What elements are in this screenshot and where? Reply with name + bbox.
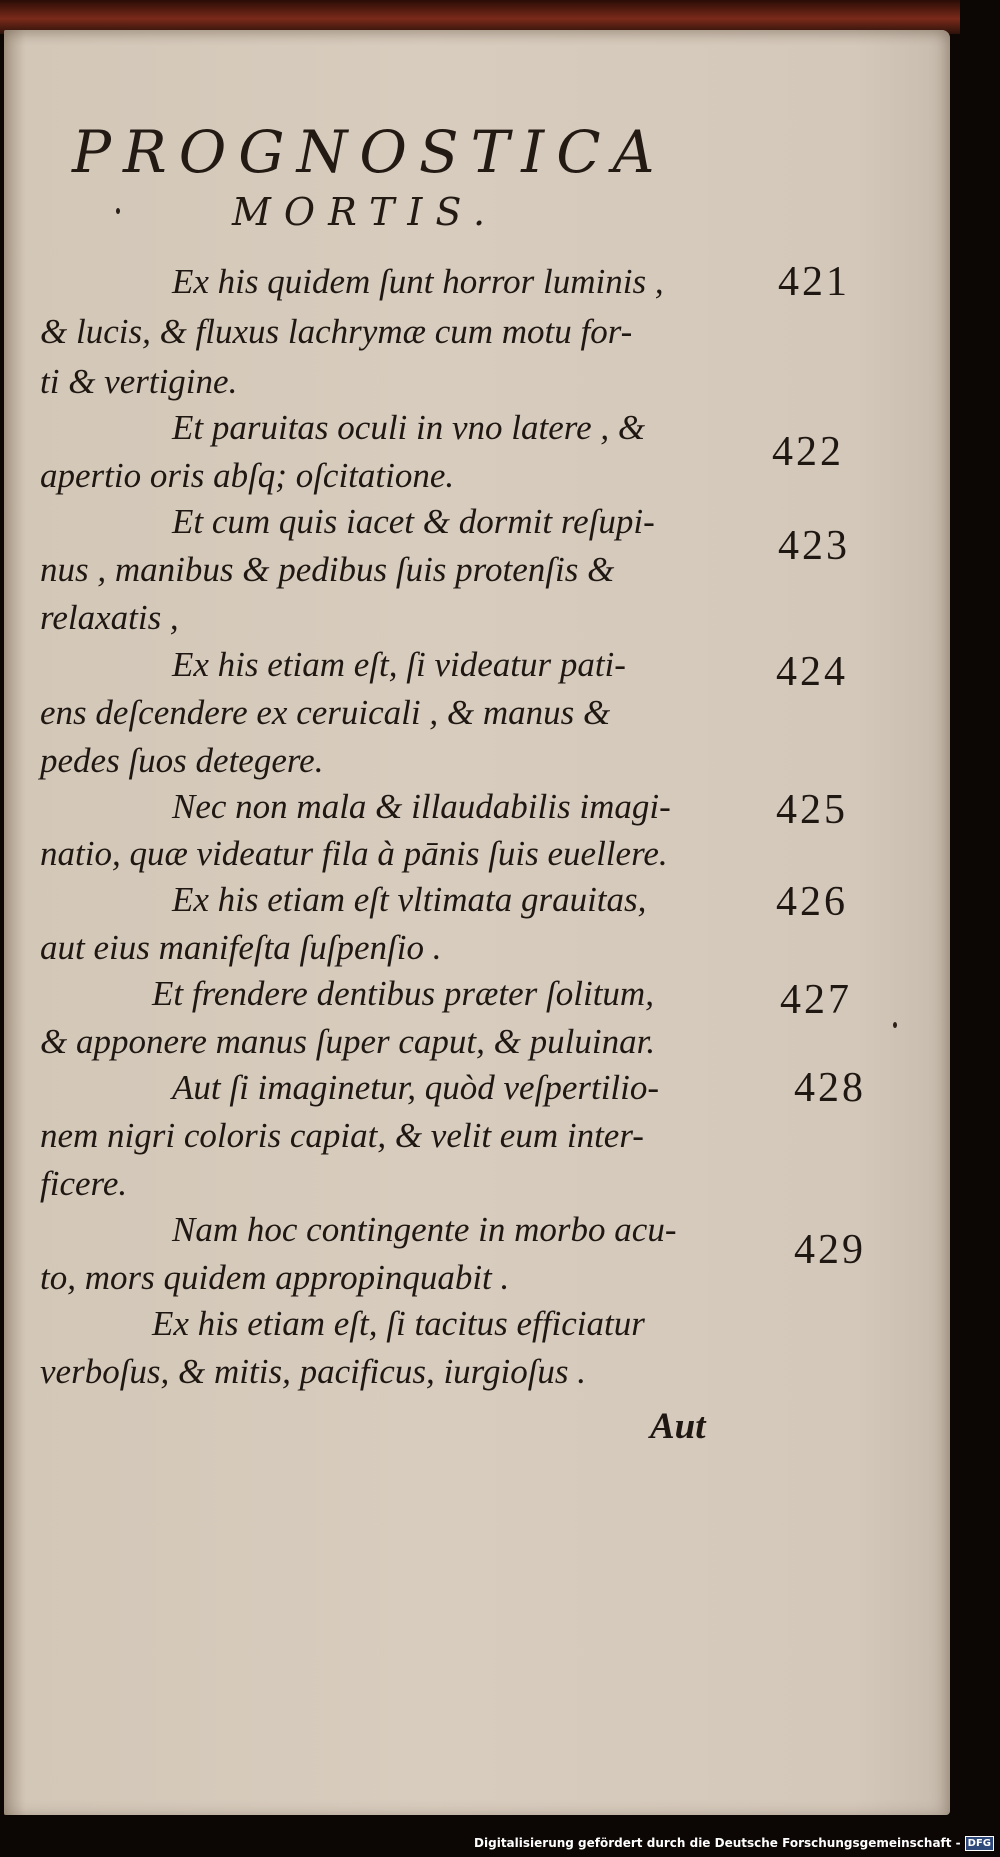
margin-number: 424	[776, 649, 848, 695]
text-line: Et frendere dentibus præter ſolitum,	[152, 974, 654, 1013]
text-line: & apponere manus ſuper caput, & puluinar.	[40, 1022, 656, 1061]
text-line: & lucis, & fluxus lachrymæ cum motu for-	[40, 312, 633, 351]
text-line: Ex his etiam eſt, ſi videatur pati-	[172, 645, 626, 684]
text-line: apertio oris abſq; oſcitatione.	[40, 456, 455, 495]
margin-number: 426	[776, 879, 848, 925]
text-line: Et paruitas oculi in vno latere , &	[172, 408, 646, 447]
margin-number: 423	[778, 523, 850, 569]
text-line: Ex his etiam eſt, ſi tacitus efficiatur	[152, 1304, 645, 1343]
text-line: aut eius manifeſta ſuſpenſio .	[40, 928, 442, 967]
page-subtitle: MORTIS.	[232, 190, 499, 234]
catchword: Aut	[650, 1406, 706, 1447]
book-top-edge	[0, 0, 960, 34]
ink-speck	[893, 1022, 897, 1028]
text-line: pedes ſuos detegere.	[40, 741, 324, 780]
margin-number: 429	[794, 1227, 866, 1273]
ink-speck	[116, 208, 120, 214]
text-line: Ex his quidem ſunt horror luminis ,	[172, 262, 664, 301]
text-line: Et cum quis iacet & dormit reſupi-	[172, 502, 655, 541]
text-line: to, mors quidem appropinquabit .	[40, 1258, 510, 1297]
margin-number: 422	[772, 429, 844, 475]
text-line: nem nigri coloris capiat, & velit eum inter-	[40, 1116, 644, 1155]
text-line: ens deſcendere ex ceruicali , & manus &	[40, 693, 611, 732]
text-line: ficere.	[40, 1164, 128, 1203]
text-line: Ex his etiam eſt vltimata grauitas,	[172, 880, 647, 919]
margin-number: 421	[778, 259, 850, 305]
text-line: verboſus, & mitis, pacificus, iurgioſus .	[40, 1352, 587, 1391]
credit-text: Digitalisierung gefördert durch die Deutsche Forschungsgemeinschaft -	[474, 1836, 961, 1850]
margin-number: 427	[780, 977, 852, 1023]
page-title: PROGNOSTICA	[72, 118, 667, 186]
text-line: Nec non mala & illaudabilis imagi-	[172, 787, 671, 826]
text-line: ti & vertigine.	[40, 362, 238, 401]
text-line: natio, quæ videatur fila à pānis ſuis euellere.	[40, 834, 668, 873]
text-line: Aut ſi imaginetur, quòd veſpertilio-	[172, 1068, 660, 1107]
text-line: Nam hoc contingente in morbo acu-	[172, 1210, 677, 1249]
text-line: nus , manibus & pedibus ſuis protenſis &	[40, 550, 615, 589]
margin-number: 425	[776, 787, 848, 833]
text-line: relaxatis ,	[40, 598, 179, 637]
margin-number: 428	[794, 1065, 866, 1111]
digitization-credit	[468, 1830, 1000, 1857]
dfg-logo-icon: DFG	[965, 1836, 994, 1851]
